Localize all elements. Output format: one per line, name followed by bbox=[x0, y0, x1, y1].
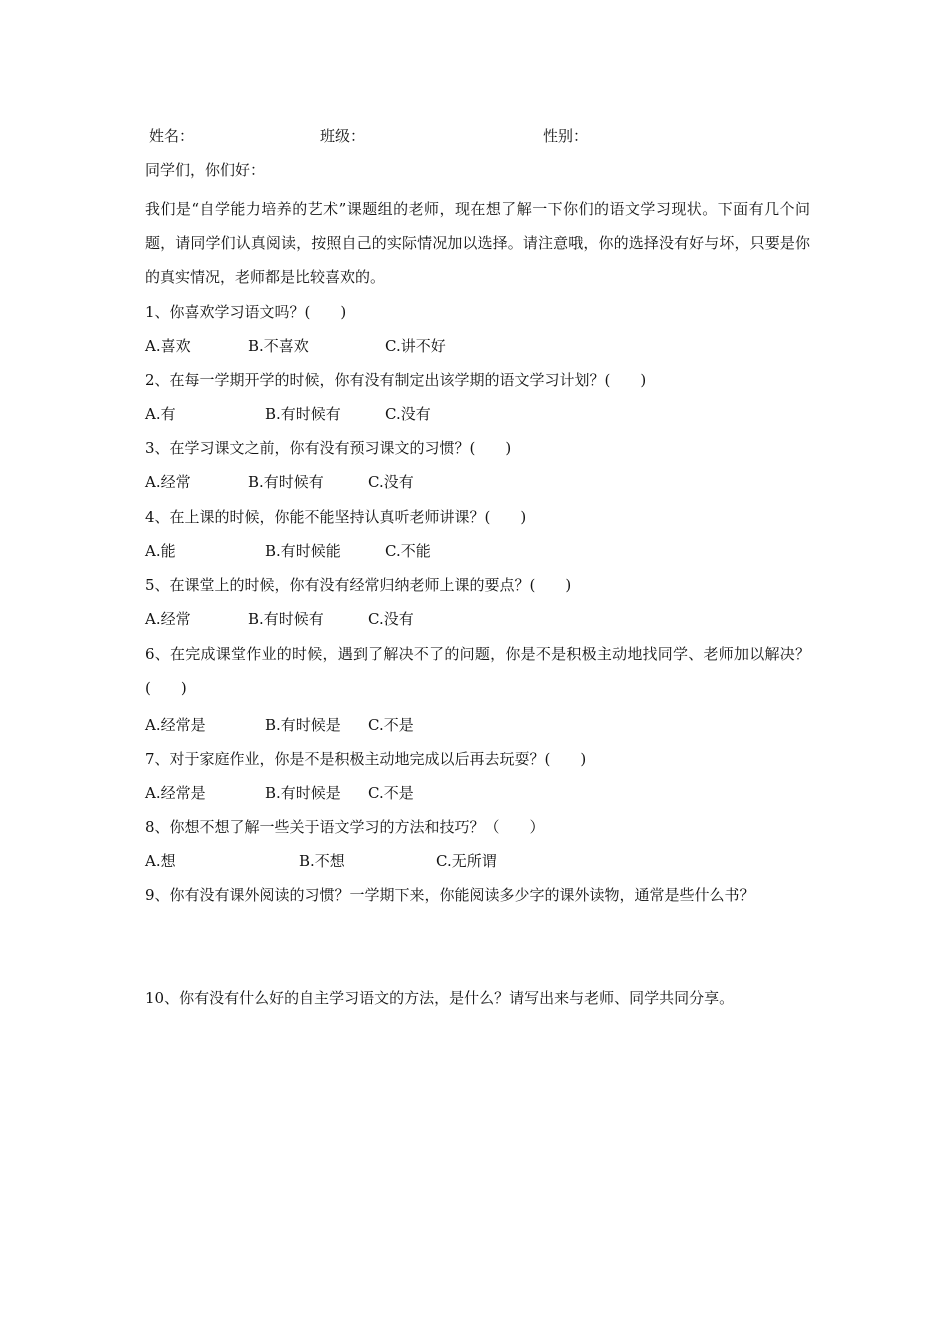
greeting: 同学们，你们好： bbox=[145, 161, 266, 179]
q5-option-b: B.有时候有 bbox=[248, 610, 324, 628]
question-4: 4、在上课的时候，你能不能坚持认真听老师讲课？( ) bbox=[145, 508, 527, 526]
q3-option-c: C.没有 bbox=[368, 473, 414, 491]
question-2: 2、在每一学期开学的时候，你有没有制定出该学期的语文学习计划？( ) bbox=[145, 371, 647, 389]
q6-option-a: A.经常是 bbox=[145, 716, 206, 734]
name-label: 姓名： bbox=[149, 127, 195, 145]
question-10: 10、你有没有什么好的自主学习语文的方法，是什么？请写出来与老师、同学共同分享。 bbox=[145, 989, 735, 1007]
q8-option-c: C.无所谓 bbox=[436, 852, 497, 870]
question-5: 5、在课堂上的时候，你有没有经常归纳老师上课的要点？( ) bbox=[145, 576, 572, 594]
class-label: 班级： bbox=[320, 127, 366, 145]
intro-paragraph: 我们是“自学能力培养的艺术”课题组的老师，现在想了解一下你们的语文学习现状。下面有几个问题，请同学们认真阅读，按照自己的实际情况加以选择。请注意哦，你的选择没有好与坏，只要是你的真实情况，老师都是比较喜欢的。 bbox=[145, 200, 810, 286]
q4-option-a: A.能 bbox=[145, 542, 176, 560]
q2-option-a: A.有 bbox=[145, 405, 176, 423]
q6-option-b: B.有时候是 bbox=[265, 716, 341, 734]
q5-option-a: A.经常 bbox=[145, 610, 191, 628]
q8-option-a: A.想 bbox=[145, 852, 176, 870]
q4-option-b: B.有时候能 bbox=[265, 542, 341, 560]
gender-label: 性别： bbox=[543, 127, 589, 145]
q5-option-c: C.没有 bbox=[368, 610, 414, 628]
question-6: 6、在完成课堂作业的时候，遇到了解决不了的问题，你是不是积极主动地找同学、老师加以解决？( ) bbox=[145, 645, 810, 697]
q1-option-b: B.不喜欢 bbox=[248, 337, 309, 355]
question-3: 3、在学习课文之前，你有没有预习课文的习惯？( ) bbox=[145, 439, 512, 457]
q2-option-c: C.没有 bbox=[385, 405, 431, 423]
q6-option-c: C.不是 bbox=[368, 716, 414, 734]
q7-option-b: B.有时候是 bbox=[265, 784, 341, 802]
q4-option-c: C.不能 bbox=[385, 542, 431, 560]
q7-option-c: C.不是 bbox=[368, 784, 414, 802]
q1-option-a: A.喜欢 bbox=[145, 337, 191, 355]
question-7: 7、对于家庭作业，你是不是积极主动地完成以后再去玩耍？( ) bbox=[145, 750, 587, 768]
question-8: 8、你想不想了解一些关于语文学习的方法和技巧？（ ） bbox=[145, 818, 545, 836]
q7-option-a: A.经常是 bbox=[145, 784, 206, 802]
q3-option-a: A.经常 bbox=[145, 473, 191, 491]
q3-option-b: B.有时候有 bbox=[248, 473, 324, 491]
question-9: 9、你有没有课外阅读的习惯？一学期下来，你能阅读多少字的课外读物，通常是些什么书？ bbox=[145, 886, 755, 904]
q1-option-c: C.讲不好 bbox=[385, 337, 446, 355]
question-1: 1、你喜欢学习语文吗？( ) bbox=[145, 303, 347, 321]
q2-option-b: B.有时候有 bbox=[265, 405, 341, 423]
q8-option-b: B.不想 bbox=[299, 852, 345, 870]
